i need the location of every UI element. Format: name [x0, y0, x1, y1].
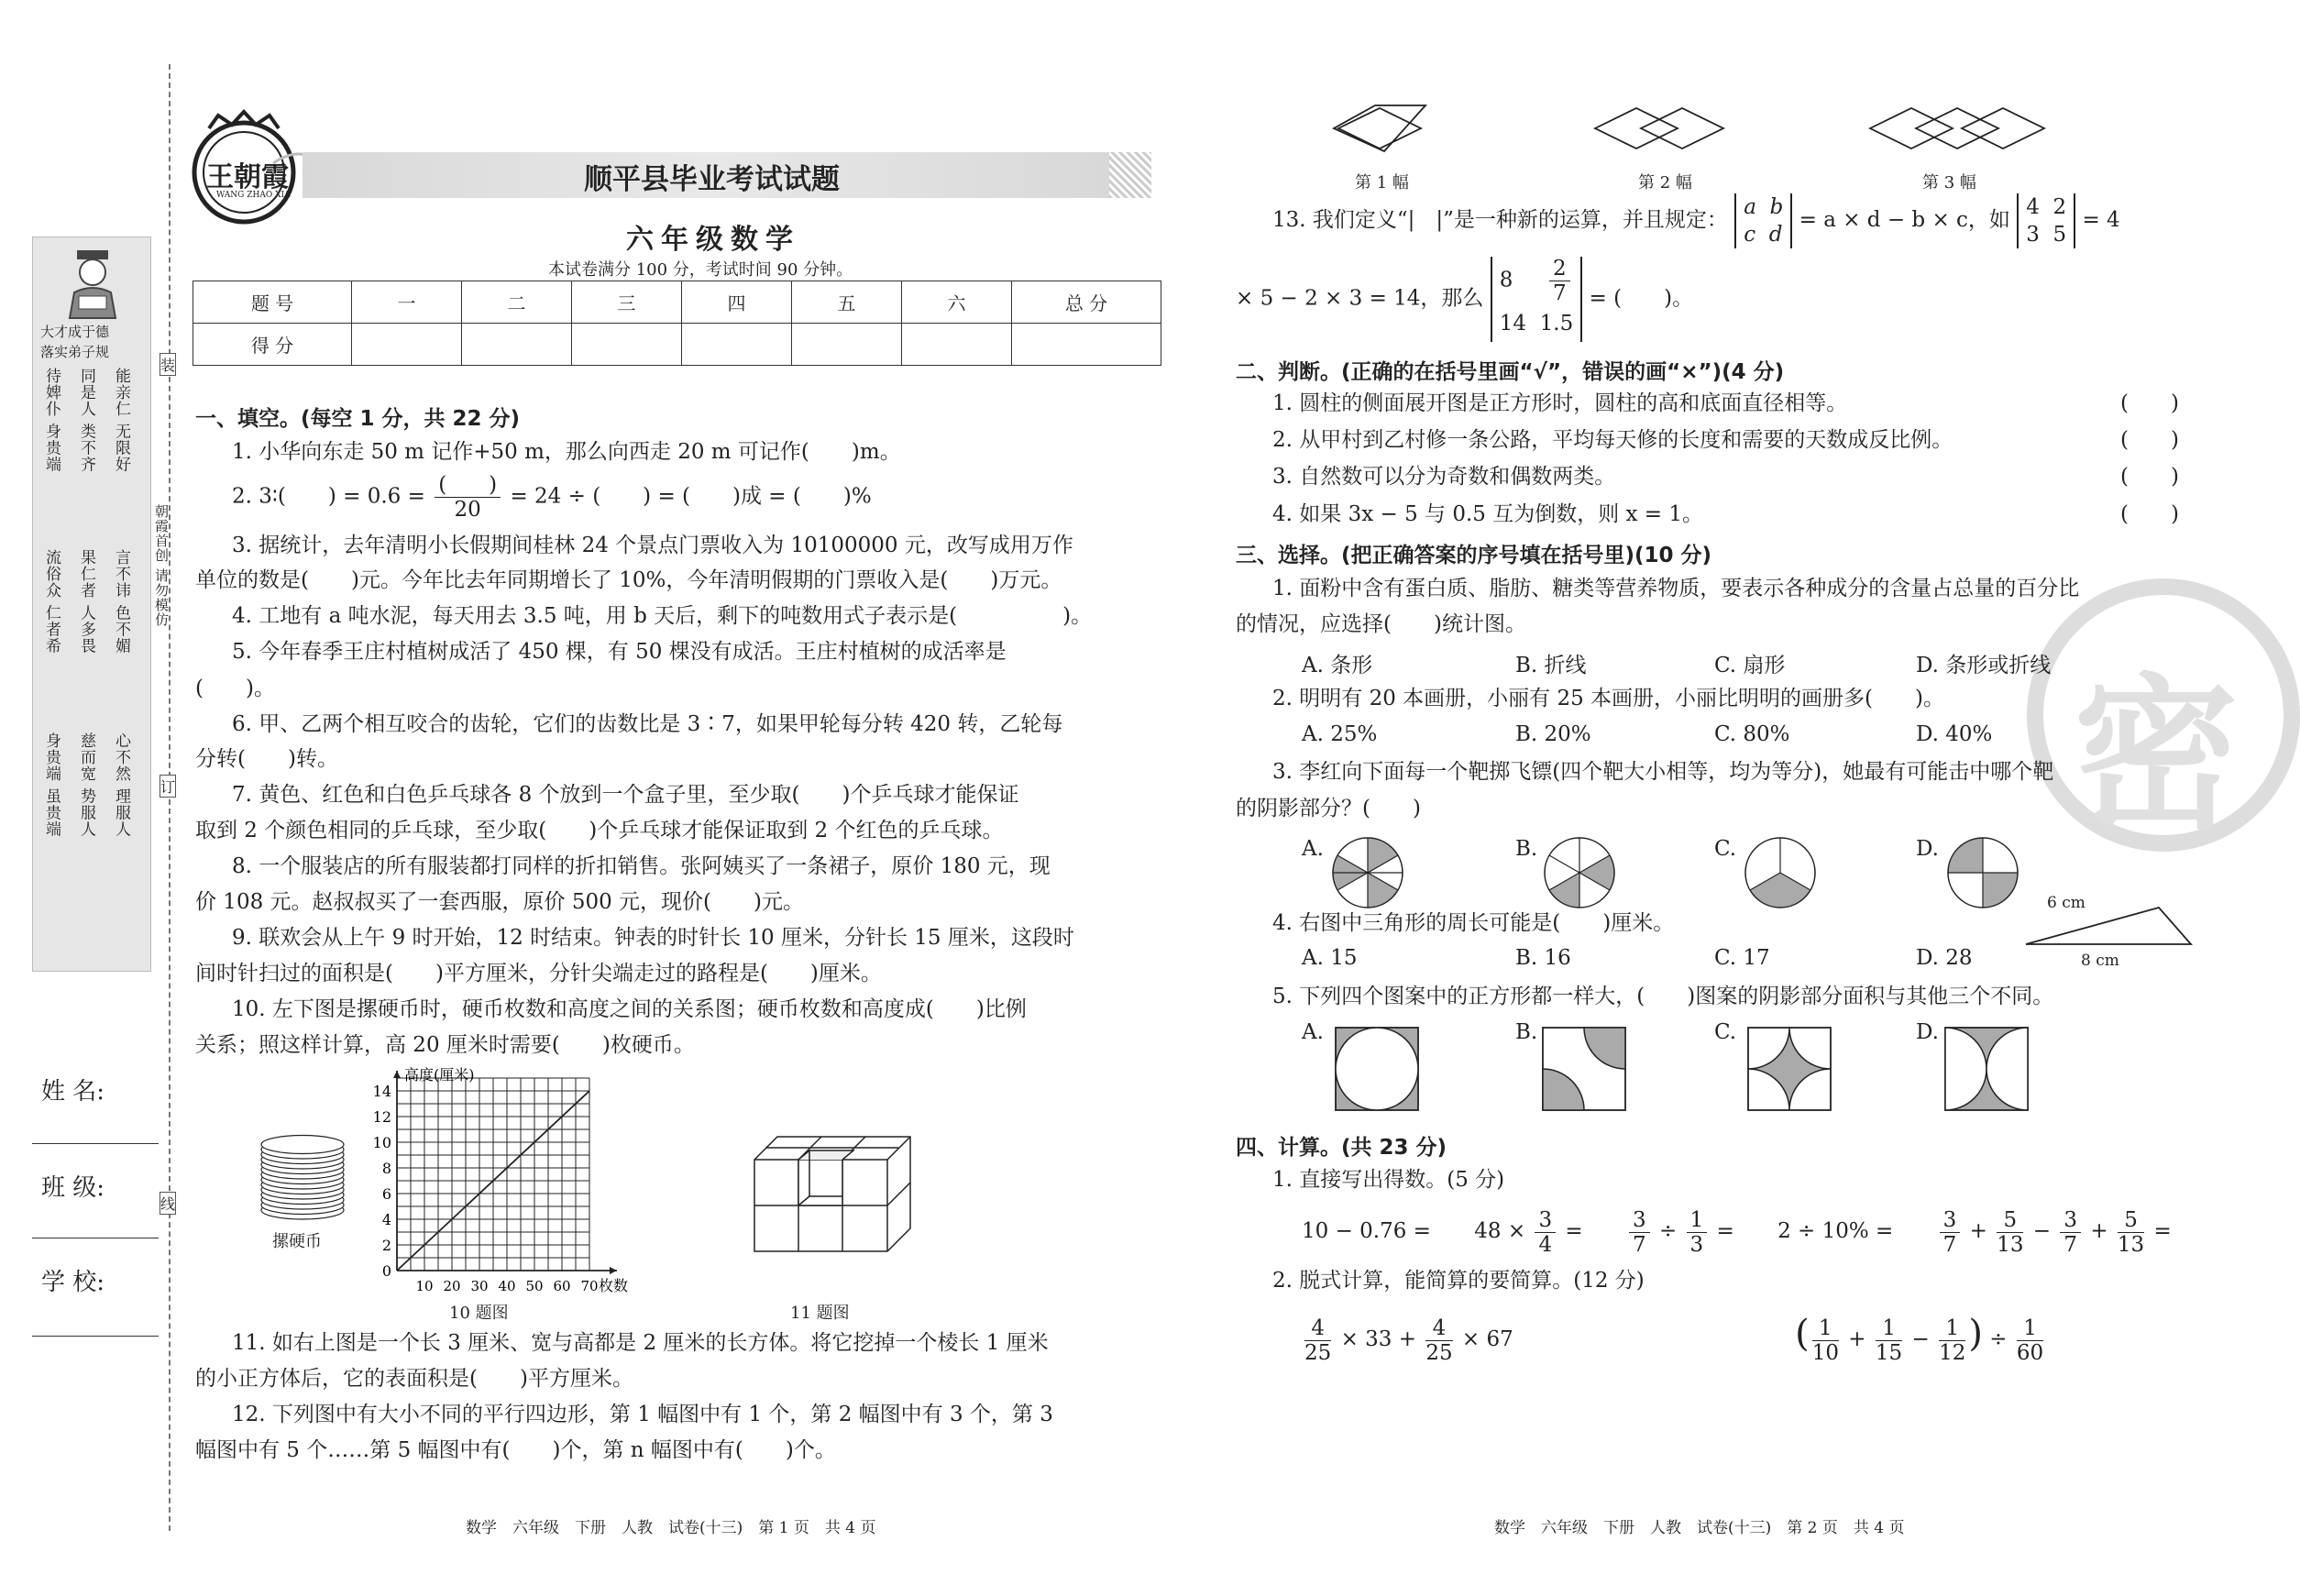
motto-line2: 落实弟子规: [40, 344, 110, 360]
y-axis-arrow: [393, 1071, 401, 1078]
q1-option-a[interactable]: A. 条形: [1302, 654, 1373, 677]
section-2-title: 二、判断。(正确的在括号里画“√”，错误的画“×”)(4 分): [1236, 360, 1785, 384]
pattern-d: [1944, 1027, 2029, 1111]
choice-q3-line1: 3. 李红向下面每一个靶掷飞镖(四个靶大小相等，均为等分)，她最有可能击中哪个靶: [1272, 760, 2054, 784]
question-7-line2: 取到 2 个颜色相同的乒乓球，至少取( )个乒乓球才能保证取到 2 个红色的乒乓球。: [195, 819, 1004, 842]
q5-option-a[interactable]: A.: [1302, 1020, 1324, 1044]
calc-expression-2: ( $\frac{1}{10}$ + $\frac{1}{15}$ − $\frac{1}{12}$ ) ÷ $\frac{1}{60}$: [1795, 1313, 2044, 1365]
x-axis-arrow: [610, 1267, 617, 1274]
question-11-line1: 11. 如右上图是一个长 3 厘米、宽与高都是 2 厘米的长方体。将它挖掉一个棱长 1 厘米: [232, 1331, 1049, 1355]
question-2: [232, 473, 872, 522]
q2-part-a: 2. 3∶( ) = 0.6 =: [232, 484, 425, 509]
choice-q1-line2: 的情况，应选择( )统计图。: [1236, 612, 1526, 636]
score-cell[interactable]: [352, 324, 462, 366]
q2-part-b: = 24 ÷ ( ) = ( )成 = ( )%: [510, 484, 872, 509]
pattern-b: [1542, 1027, 1626, 1111]
motto-line1: 大才成于德: [40, 324, 110, 340]
q3-option-c[interactable]: C.: [1714, 837, 1737, 861]
question-10-line1: 10. 左下图是摞硬币时，硬币枚数和高度之间的关系图；硬币枚数和高度成( )比例: [232, 997, 1027, 1021]
score-header: 四: [682, 281, 792, 324]
y-tick-label: 14: [372, 1083, 391, 1100]
triangle-side-b: 8 cm: [2081, 952, 2119, 970]
q4-option-b[interactable]: B. 16: [1515, 946, 1571, 970]
motto-col-2: 同是人 类不齐: [77, 368, 95, 473]
q5-option-b[interactable]: B.: [1515, 1020, 1538, 1044]
question-6-line1: 6. 甲、乙两个相互咬合的齿轮，它们的齿数比是 3∶7，如果甲轮每分转 420 转，乙轮每: [232, 712, 1063, 736]
coin-label: 摞硬币: [272, 1232, 322, 1251]
score-header: 六: [902, 281, 1012, 324]
y-tick-label: 0: [381, 1262, 391, 1280]
q5-option-d[interactable]: D.: [1916, 1020, 1939, 1044]
score-header: 五: [792, 281, 902, 324]
score-cell[interactable]: [1012, 324, 1161, 366]
motto-box: [32, 237, 151, 972]
judge-paren-2[interactable]: ( ): [2120, 428, 2179, 452]
choice-q4: 4. 右图中三角形的周长可能是( )厘米。: [1272, 911, 1675, 935]
score-header: 三: [572, 281, 682, 324]
judge-paren-3[interactable]: ( ): [2120, 465, 2179, 489]
x-tick-label: 30: [470, 1278, 489, 1294]
motto-col-9: 心不然 理服人: [112, 732, 130, 838]
q13-part-a: 13. 我们定义“| |”是一种新的运算，并且规定：: [1272, 208, 1728, 232]
m3-b-num: 2: [1549, 257, 1570, 281]
x-axis-label: 枚数: [599, 1277, 628, 1294]
m2-b: 2: [2052, 195, 2067, 219]
score-header: 总 分: [1012, 281, 1161, 324]
m2-a: 4: [2026, 195, 2040, 219]
q13-part-b: = a × d − b × c，如: [1799, 208, 2010, 232]
coin: [261, 1136, 344, 1154]
calc-row-2: [1302, 1306, 2046, 1367]
q1-option-d[interactable]: D. 条形或折线: [1916, 654, 2052, 677]
question-11-line2: 的小正方体后，它的表面积是( )平方厘米。: [195, 1367, 633, 1391]
q3-option-a[interactable]: A.: [1302, 837, 1324, 861]
binding-mark-1: 装: [160, 353, 176, 376]
calc-q1-title: 1. 直接写出得数。(5 分): [1272, 1168, 1505, 1192]
judge-item-4: 4. 如果 3x − 5 与 0.5 互为倒数，则 x = 1。: [1272, 502, 1704, 526]
score-cell[interactable]: [462, 324, 572, 366]
cuboid-figure: [750, 1132, 915, 1260]
q13-matrix-1: [1734, 193, 1792, 248]
q13-matrix-2: [2017, 193, 2075, 248]
judge-paren-4[interactable]: ( ): [2120, 502, 2179, 526]
question-12-line2: 幅图中有 5 个……第 5 幅图中有( )个，第 n 幅图中有( )个。: [195, 1438, 836, 1462]
q13-part-c: = 4: [2082, 208, 2120, 232]
m1-b: b: [1769, 195, 1784, 219]
y-tick-label: 6: [381, 1185, 391, 1203]
score-cell[interactable]: [682, 324, 792, 366]
q3-option-b[interactable]: B.: [1515, 837, 1538, 861]
score-row-label: 得 分: [193, 324, 352, 366]
figure-11-caption: 11 题图: [790, 1304, 850, 1323]
footer-right: 数学 六年级 下册 人教 试卷(十三) 第 2 页 共 4 页: [1494, 1519, 1905, 1537]
stamp-note: 朝霞首创 请勿模仿: [153, 504, 170, 627]
q2-option-c[interactable]: C. 80%: [1714, 722, 1790, 746]
x-tick-label: 40: [498, 1278, 516, 1294]
calc-item-2: 48 × $\frac{3}{4}$ =: [1474, 1207, 1583, 1257]
motto-col-7: 身贵端 虽贵端: [42, 732, 61, 838]
section-4-title: 四、计算。(共 23 分): [1236, 1136, 1447, 1160]
m3-d: 1.5: [1539, 312, 1574, 336]
calc-item-4: 2 ÷ 10% =: [1777, 1219, 1894, 1243]
q1-option-c[interactable]: C. 扇形: [1714, 654, 1786, 677]
question-5-line1: 5. 今年春季王庄村植树成活了 450 棵，有 50 棵没有成活。王庄村植树的成活率是: [232, 640, 1007, 664]
score-header: 题 号: [193, 281, 352, 324]
question-10-line2: 关系；照这样计算，高 20 厘米时需要( )枚硬币。: [195, 1033, 695, 1057]
left-margin: [0, 0, 174, 1596]
question-1: 1. 小华向东走 50 m 记作+50 m，那么向西走 20 m 可记作( )m。: [232, 440, 901, 464]
choice-q1-line1: 1. 面粉中含有蛋白质、脂肪、糖类等营养物质，要表示各种成分的含量占总量的百分比: [1272, 577, 2080, 600]
q5-option-c[interactable]: C.: [1714, 1020, 1737, 1044]
m3-a: 8: [1499, 268, 1513, 292]
choice-q3-line2: 的阴影部分？( ): [1236, 797, 1421, 820]
m2-c: 3: [2026, 223, 2040, 247]
q13-part-e: = ( )。: [1589, 286, 1694, 311]
triangle-side-a: 6 cm: [2047, 894, 2085, 912]
binding-mark-2: 订: [160, 775, 176, 798]
x-tick-label: 60: [553, 1278, 571, 1294]
m3-c: 14: [1499, 312, 1527, 336]
question-4: 4. 工地有 a 吨水泥，每天用去 3.5 吨，用 b 天后，剩下的吨数用式子表示是( )。: [232, 604, 1093, 628]
calc-q2-title: 2. 脱式计算，能简算的要简算。(12 分): [1272, 1269, 1645, 1293]
m1-d: d: [1768, 223, 1783, 247]
logo-subtext: WANG ZHAO XIA: [216, 191, 291, 200]
x-tick-label: 70: [580, 1278, 599, 1294]
motto-col-3: 能亲仁 无限好: [112, 368, 130, 473]
section-3-title: 三、选择。(把正确答案的序号填在括号里)(10 分): [1236, 544, 1712, 567]
calc-item-5: $\frac{3}{7}$ + $\frac{5}{13}$ − $\frac{3}{7}$ + $\frac{5}{13}$ =: [1937, 1219, 2172, 1243]
calc-row-1: [1302, 1205, 2172, 1257]
choice-q2: 2. 明明有 20 本画册，小丽有 25 本画册，小丽比明明的画册多( )。: [1272, 687, 1944, 710]
dartboard-b: [1543, 836, 1616, 909]
y-tick-label: 4: [381, 1211, 391, 1228]
exam-note: 本试卷满分 100 分，考试时间 90 分钟。: [548, 260, 853, 280]
judge-item-1: 1. 圆柱的侧面展开图是正方形时，圆柱的高和底面直径相等。: [1272, 391, 1848, 415]
score-header: 一: [352, 281, 462, 324]
m1-c: c: [1744, 223, 1756, 247]
question-5-line2: ( )。: [195, 677, 275, 700]
q4-option-a[interactable]: A. 15: [1302, 946, 1358, 970]
y-tick-label: 8: [381, 1160, 391, 1177]
motto-col-4: 流俗众 仁者希: [42, 549, 61, 655]
question-9-line1: 9. 联欢会从上午 9 时开始，12 时结束。钟表的时针长 10 厘米，分针长 15 厘米，这段时: [232, 926, 1074, 950]
score-table: [193, 281, 1161, 366]
coin-stack-figure: [257, 1123, 358, 1224]
school-label: 学 校:: [41, 1269, 105, 1296]
q1-option-b[interactable]: B. 折线: [1515, 654, 1587, 677]
y-tick-label: 2: [381, 1237, 391, 1254]
figure-10-caption: 10 题图: [449, 1304, 509, 1323]
title-band-dots: [1109, 152, 1151, 198]
figure-1-caption: 第 1 幅: [1355, 173, 1409, 193]
binding-line: [169, 64, 171, 1531]
y-axis-label: 高度(厘米): [404, 1066, 475, 1084]
name-label: 姓 名:: [41, 1078, 105, 1106]
m2-d: 5: [2052, 223, 2067, 247]
q13-part-d: × 5 − 2 × 3 = 14，那么: [1236, 286, 1484, 311]
parallelogram-figures: [1329, 101, 2063, 156]
x-tick-label: 20: [443, 1278, 461, 1294]
m1-a: a: [1744, 195, 1756, 219]
school-line[interactable]: [32, 1336, 159, 1337]
calc-expression-1: $\frac{4}{25}$ × 33 + $\frac{4}{25}$ × 67: [1304, 1315, 1513, 1365]
question-7-line1: 7. 黄色、红色和白色乒乓球各 8 个放到一个盒子里，至少取( )个乒乓球才能保证: [232, 783, 1019, 807]
score-cell[interactable]: [792, 324, 902, 366]
x-tick-label: 50: [525, 1278, 544, 1294]
judge-item-2: 2. 从甲村到乙村修一条公路，平均每天修的长度和需要的天数成反比例。: [1272, 428, 1953, 452]
choice-q5: 5. 下列四个图案中的正方形都一样大，( )图案的阴影部分面积与其他三个不同。: [1272, 985, 2054, 1008]
question-8-line1: 8. 一个服装店的所有服装都打同样的折扣销售。张阿姨买了一条裙子，原价 180 元，现: [232, 854, 1051, 878]
dartboard-a: [1331, 836, 1404, 909]
score-header: 二: [462, 281, 572, 324]
calc-item-1: 10 − 0.76 =: [1302, 1219, 1431, 1243]
subject-title: 六年级数学: [626, 224, 800, 256]
motto-col-6: 言不讳 色不媚: [112, 549, 130, 655]
scholar-icon: [61, 247, 125, 320]
dartboard-d: [1946, 836, 2019, 909]
motto-col-8: 慈而宽 势服人: [77, 732, 95, 838]
question-13-line1: [1272, 188, 2120, 252]
binding-mark-3: 线: [160, 1192, 176, 1215]
q3-option-d[interactable]: D.: [1916, 837, 1939, 861]
judge-item-3: 3. 自然数可以分为奇数和偶数两类。: [1272, 465, 1616, 489]
figure-3-caption: 第 3 幅: [1922, 173, 1976, 193]
question-13-line2: [1236, 257, 1693, 342]
watermark-text: 密: [2074, 658, 2239, 852]
q4-option-c[interactable]: C. 17: [1714, 946, 1770, 970]
q2-option-a[interactable]: A. 25%: [1302, 722, 1378, 746]
dartboard-c: [1744, 836, 1817, 909]
motto-col-5: 果仁者 人多畏: [77, 549, 95, 655]
q2-option-b[interactable]: B. 20%: [1515, 722, 1591, 746]
y-tick-label: 12: [372, 1108, 391, 1126]
question-12-line1: 12. 下列图中有大小不同的平行四边形，第 1 幅图中有 1 个，第 2 幅图中有 3 个，第 3: [232, 1403, 1053, 1426]
score-cell[interactable]: [902, 324, 1012, 366]
q13-matrix-3: [1491, 257, 1582, 342]
question-8-line2: 价 108 元。赵叔叔买了一套西服，原价 500 元，现价( )元。: [195, 890, 804, 914]
x-tick-label: 10: [415, 1278, 434, 1294]
footer-left: 数学 六年级 下册 人教 试卷(十三) 第 1 页 共 4 页: [466, 1519, 876, 1537]
name-line[interactable]: [32, 1143, 159, 1144]
section-1-title: 一、填空。(每空 1 分，共 22 分): [195, 407, 521, 431]
coin-stack: [261, 1136, 344, 1220]
coin-height-chart: [362, 1062, 628, 1300]
question-9-line2: 间时针扫过的面积是( )平方厘米，分针尖端走过的路程是( )厘米。: [195, 962, 882, 985]
exam-title: 顺平县毕业考试试题: [584, 163, 840, 196]
calc-item-3: $\frac{3}{7}$ ÷ $\frac{1}{3}$ =: [1626, 1219, 1734, 1243]
motto-col-1: 待婢仆 身贵端: [42, 368, 61, 473]
question-6-line2: 分转( )转。: [195, 747, 338, 771]
q2-fraction: [435, 473, 501, 522]
q2-denominator: 20: [454, 498, 481, 522]
pattern-c: [1747, 1027, 1832, 1111]
pattern-a: [1335, 1027, 1419, 1111]
question-3-line2: 单位的数是( )元。今年比去年同期增长了 10%，今年清明假期的门票收入是( )万元。: [195, 568, 1062, 592]
question-3-line1: 3. 据统计，去年清明小长假期间桂林 24 个景点门票收入为 10100000 元，改写成用万作: [232, 534, 1073, 557]
logo-text: 王朝霞: [206, 161, 289, 193]
q4-option-d[interactable]: D. 28: [1916, 946, 1973, 970]
q2-numerator: ( ): [435, 473, 501, 498]
judge-paren-1[interactable]: ( ): [2120, 391, 2179, 415]
y-tick-label: 10: [372, 1134, 391, 1151]
score-cell[interactable]: [572, 324, 682, 366]
figure-2-caption: 第 2 幅: [1638, 173, 1692, 193]
m3-b-den: 7: [1552, 281, 1567, 305]
class-label: 班 级:: [41, 1174, 105, 1202]
m3-b: [1549, 257, 1570, 305]
q2-option-d[interactable]: D. 40%: [1916, 722, 1993, 746]
